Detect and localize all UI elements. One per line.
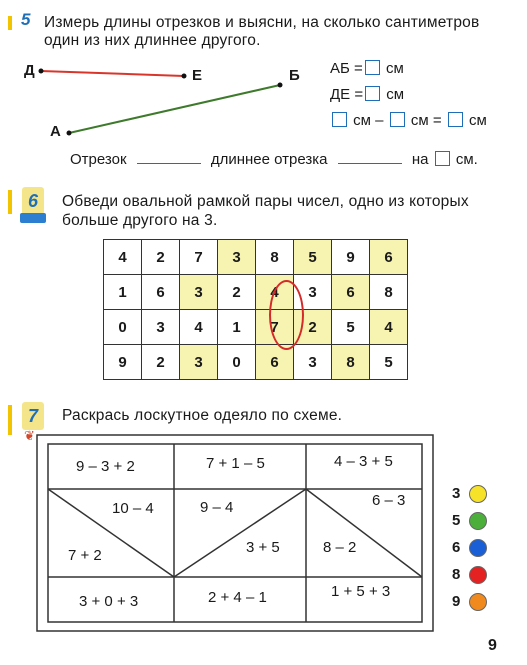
task5-number: 5 xyxy=(21,10,31,29)
grid-cell[interactable]: 6 xyxy=(332,275,370,310)
eq-diff-equals: см = xyxy=(410,112,442,129)
eq-difference xyxy=(330,112,487,129)
point-d xyxy=(39,69,44,74)
legend-dot-orange xyxy=(469,593,487,611)
point-a xyxy=(67,131,72,136)
task5-text-line1: Измерь длины отрезков и выясни, на сколько сантиметров xyxy=(44,14,480,31)
eq-ab xyxy=(330,60,404,77)
quilt-patch-m2[interactable]: 9 – 4 xyxy=(200,499,234,516)
grid-cell[interactable]: 5 xyxy=(332,310,370,345)
point-e xyxy=(182,74,187,79)
task5-text-line2: один из них длиннее другого. xyxy=(44,32,261,49)
eq-ab-label: АБ = xyxy=(330,60,363,77)
grid-cell[interactable]: 3 xyxy=(294,345,332,380)
grid-cell[interactable]: 4 xyxy=(104,240,142,275)
number-grid xyxy=(103,239,408,380)
grid-cell[interactable]: 8 xyxy=(256,240,294,275)
legend-dot-red xyxy=(469,566,487,584)
legend-num-5: 5 xyxy=(452,512,461,529)
grid-row xyxy=(104,345,408,380)
grid-cell[interactable]: 9 xyxy=(104,345,142,380)
quilt-patch-m4[interactable]: 7 + 2 xyxy=(68,547,102,564)
segment-ab xyxy=(69,85,280,133)
grid-cell[interactable]: 3 xyxy=(180,345,218,380)
task5-segments xyxy=(0,0,320,150)
label-b: Б xyxy=(289,67,300,84)
task6-text-line1: Обведи овальной рамкой пары чисел, одно из которых xyxy=(62,193,469,210)
answer-mid: длиннее отрезка xyxy=(210,151,328,168)
grid-cell[interactable]: 4 xyxy=(180,310,218,345)
answer-box-diff2[interactable] xyxy=(390,112,405,127)
legend-num-8: 8 xyxy=(452,566,461,583)
grid-cell[interactable]: 4 xyxy=(256,275,294,310)
grid-cell[interactable]: 2 xyxy=(142,240,180,275)
quilt-patch-r3c3[interactable]: 1 + 5 + 3 xyxy=(331,583,391,600)
grid-cell[interactable]: 0 xyxy=(104,310,142,345)
grid-cell[interactable]: 3 xyxy=(294,275,332,310)
eq-de-label: ДЕ = xyxy=(330,86,364,103)
grid-cell[interactable]: 5 xyxy=(294,240,332,275)
grid-cell[interactable]: 6 xyxy=(370,240,408,275)
grid-cell[interactable]: 2 xyxy=(218,275,256,310)
grid-cell[interactable]: 3 xyxy=(218,240,256,275)
grid-cell[interactable]: 7 xyxy=(180,240,218,275)
grid-cell[interactable]: 1 xyxy=(218,310,256,345)
answer-end: см. xyxy=(455,151,478,168)
grid-cell[interactable]: 5 xyxy=(370,345,408,380)
task6-marker xyxy=(8,190,12,214)
grid-cell[interactable]: 3 xyxy=(180,275,218,310)
quilt-patch-m5[interactable]: 3 + 5 xyxy=(246,539,280,556)
answer-blank-2[interactable] xyxy=(338,151,402,164)
legend-num-3: 3 xyxy=(452,485,461,502)
answer-blank-1[interactable] xyxy=(137,151,201,164)
quilt-patch-r1c3[interactable]: 4 – 3 + 5 xyxy=(334,453,393,470)
grid-cell[interactable]: 2 xyxy=(294,310,332,345)
task7-text: Раскрась лоскутное одеяло по схеме. xyxy=(62,407,343,424)
eq-de xyxy=(330,86,404,103)
quilt-patch-r3c1[interactable]: 3 + 0 + 3 xyxy=(79,593,139,610)
book-icon xyxy=(20,213,46,223)
grid-row xyxy=(104,275,408,310)
task6-badge: 6 xyxy=(22,187,44,215)
grid-cell[interactable]: 3 xyxy=(142,310,180,345)
quilt-line xyxy=(48,489,174,577)
oval-frame-example xyxy=(269,280,304,350)
quilt-line xyxy=(174,489,306,577)
grid-cell[interactable]: 8 xyxy=(370,275,408,310)
answer-box-de[interactable] xyxy=(365,86,380,101)
task5-answer-line xyxy=(70,151,478,168)
answer-box-diff3[interactable] xyxy=(448,112,463,127)
grid-cell[interactable]: 1 xyxy=(104,275,142,310)
task7-badge: 7 xyxy=(22,402,44,430)
label-e: Е xyxy=(192,67,203,84)
point-b xyxy=(278,83,283,88)
grid-cell[interactable]: 0 xyxy=(218,345,256,380)
legend-dot-green xyxy=(469,512,487,530)
task7-marker xyxy=(8,405,12,435)
eq-ab-unit: см xyxy=(385,60,404,77)
legend-num-9: 9 xyxy=(452,593,461,610)
quilt-patch-m6[interactable]: 8 – 2 xyxy=(323,539,357,556)
answer-box-diff1[interactable] xyxy=(332,112,347,127)
quilt-patch-r1c2[interactable]: 7 + 1 – 5 xyxy=(206,455,265,472)
task6-text-line2: больше другого на 3. xyxy=(62,212,218,229)
grid-cell[interactable]: 9 xyxy=(332,240,370,275)
legend-dot-yellow xyxy=(469,485,487,503)
eq-diff-unit: см xyxy=(468,112,487,129)
page-number: 9 xyxy=(488,637,497,654)
label-d: Д xyxy=(24,62,35,79)
grid-cell[interactable]: 6 xyxy=(142,275,180,310)
answer-box-ab[interactable] xyxy=(365,60,380,75)
legend-dot-blue xyxy=(469,539,487,557)
quilt-patch-r3c2[interactable]: 2 + 4 – 1 xyxy=(208,589,267,606)
label-a: А xyxy=(50,123,61,140)
grid-cell[interactable]: 8 xyxy=(332,345,370,380)
segment-de xyxy=(41,71,184,76)
butterfly-icon: ❦ xyxy=(24,428,35,443)
grid-cell[interactable]: 7 xyxy=(256,310,294,345)
answer-start: Отрезок xyxy=(70,151,127,168)
answer-on: на xyxy=(411,151,429,168)
legend-num-6: 6 xyxy=(452,539,461,556)
answer-box-final[interactable] xyxy=(435,151,450,166)
grid-row xyxy=(104,310,408,345)
eq-diff-minus: см – xyxy=(353,112,384,129)
grid-row xyxy=(104,240,408,275)
quilt-patch-m3[interactable]: 6 – 3 xyxy=(372,492,406,509)
quilt-patch-m1[interactable]: 10 – 4 xyxy=(112,500,154,517)
eq-de-unit: см xyxy=(386,86,405,103)
grid-cell[interactable]: 2 xyxy=(142,345,180,380)
grid-cell[interactable]: 4 xyxy=(370,310,408,345)
quilt-patch-r1c1[interactable]: 9 – 3 + 2 xyxy=(76,458,135,475)
grid-cell[interactable]: 6 xyxy=(256,345,294,380)
